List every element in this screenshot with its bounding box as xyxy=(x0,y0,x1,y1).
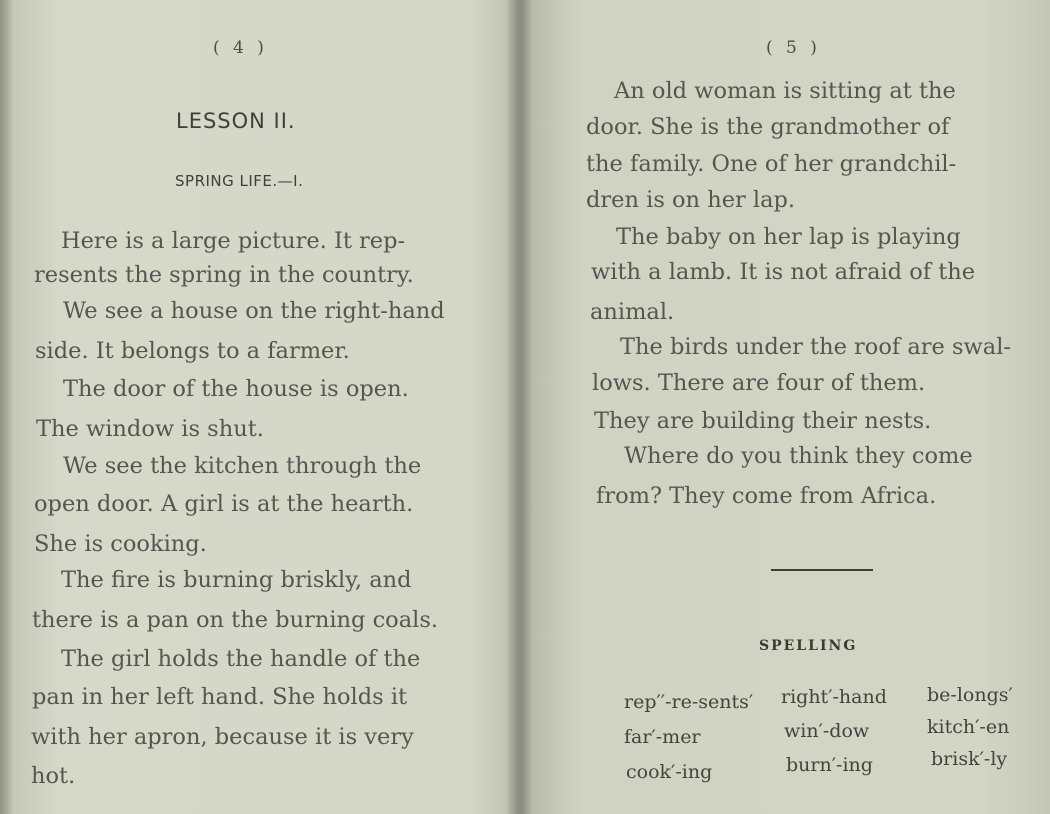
text-line: with her apron, because it is very xyxy=(31,724,414,750)
right-page xyxy=(530,0,1050,814)
text-line: We see the kitchen through the xyxy=(63,453,422,479)
text-line: We see a house on the right-hand xyxy=(63,298,445,324)
text-line: animal. xyxy=(590,299,675,325)
text-line: Where do you think they come xyxy=(624,443,973,469)
spelling-word: kitch′-en xyxy=(927,716,1010,738)
text-line: with a lamb. It is not afraid of the xyxy=(591,259,976,285)
text-line: The door of the house is open. xyxy=(63,376,409,402)
text-line: side. It belongs to a farmer. xyxy=(35,338,350,364)
text-line: The fire is burning briskly, and xyxy=(61,567,412,593)
text-line: from? They come from Africa. xyxy=(596,483,937,509)
section-title: SPRING LIFE.—I. xyxy=(175,172,304,190)
text-line: hot. xyxy=(31,763,76,789)
text-line: dren is on her lap. xyxy=(586,187,796,213)
text-line: An old woman is sitting at the xyxy=(614,78,956,104)
spelling-word: brisk′-ly xyxy=(931,748,1008,770)
spelling-heading: SPELLING xyxy=(759,638,858,654)
section-divider xyxy=(771,569,873,571)
spelling-word: right′-hand xyxy=(781,686,887,708)
page-number: ( 5 ) xyxy=(766,38,821,58)
spelling-word: rep′′-re-sents′ xyxy=(624,691,754,713)
text-line: pan in her left hand. She holds it xyxy=(32,684,408,710)
spelling-word: cook′-ing xyxy=(626,761,713,783)
text-line: The window is shut. xyxy=(36,416,264,442)
text-line: The birds under the roof are swal- xyxy=(620,334,1012,360)
spelling-word: far′-mer xyxy=(624,726,701,748)
text-line: open door. A girl is at the hearth. xyxy=(34,491,414,517)
spelling-word: win′-dow xyxy=(784,720,870,742)
text-line: the family. One of her grandchil- xyxy=(586,151,957,177)
left-page xyxy=(0,0,510,814)
text-line: She is cooking. xyxy=(34,531,207,557)
text-line: lows. There are four of them. xyxy=(592,370,926,396)
text-line: They are building their nests. xyxy=(594,408,932,434)
text-line: The girl holds the handle of the xyxy=(61,646,421,672)
spelling-word: be-longs′ xyxy=(927,684,1013,706)
text-line: Here is a large picture. It rep- xyxy=(61,228,406,254)
text-line: resents the spring in the country. xyxy=(34,262,414,288)
text-line: there is a pan on the burning coals. xyxy=(32,607,439,633)
page-number: ( 4 ) xyxy=(213,38,268,58)
spelling-word: burn′-ing xyxy=(786,754,873,776)
text-line: door. She is the grandmother of xyxy=(586,114,950,140)
lesson-title: LESSON II. xyxy=(176,109,296,133)
text-line: The baby on her lap is playing xyxy=(616,224,961,250)
